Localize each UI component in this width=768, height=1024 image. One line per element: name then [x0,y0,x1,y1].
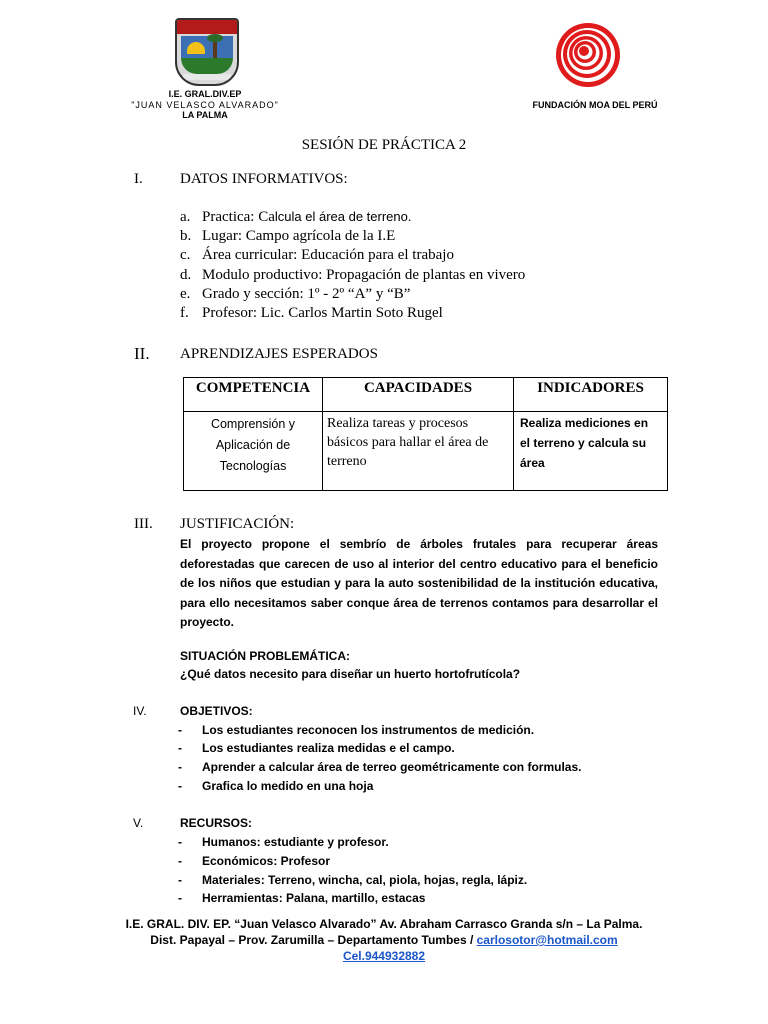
info-item: b. Lugar: Campo agrícola de la I.E [180,228,396,244]
resource-item: - Herramientas: Palana, martillo, estacas [178,891,426,905]
objective-item: - Aprender a calcular área de terreo geométricamente con formulas. [178,760,582,774]
table-header-capacidades: CAPACIDADES [323,378,514,412]
info-item: a. Practica: Calcula el área de terreno. [180,209,412,225]
section4-number: IV. [133,704,147,718]
moa-foundation-logo [555,22,621,88]
footer-phone [0,949,768,963]
phone-link[interactable]: Cel.944932882 [342,949,426,963]
school-name-line3: LA PALMA [182,110,228,120]
table-header-indicadores: INDICADORES [514,378,668,412]
page-title: SESIÓN DE PRÁCTICA 2 [301,137,467,153]
school-crest-logo [175,18,239,86]
school-header [100,89,310,121]
section5-heading: RECURSOS: [180,816,253,830]
table-row [184,412,668,491]
school-name-line2: "JUAN VELASCO ALVARADO" [131,99,279,110]
table-cell-competencia: Comprensión y Aplicación de Tecnologías [184,412,323,491]
objective-item: - Los estudiantes realiza medidas e el campo. [178,741,455,755]
problem-heading: SITUACIÓN PROBLEMÁTICA: [180,649,350,663]
resource-item: - Económicos: Profesor [178,854,331,868]
table-cell-capacidades: Realiza tareas y procesos básicos para hallar el área de terreno [323,412,514,491]
section2-number: II. [134,344,150,363]
justification-text: El proyecto propone el sembrío de árboles frutales para recuperar áreas deforestadas que carecen de uso al interior del centro educativo para el beneficio de los niños que estudian y para la auto sostenibilidad de la institución educativa, para ello necesitamos saber conque área de terrenos contamos para desarrollar el proyecto. [180,537,658,629]
objective-item: - Los estudiantes reconocen los instrumentos de medición. [178,723,535,737]
section3-number: III. [134,516,153,532]
table-header-competencia: COMPETENCIA [184,378,323,412]
learning-table [183,377,668,491]
problem-question: ¿Qué datos necesito para diseñar un huerto hortofrutícola? [180,667,521,681]
resource-item: - Humanos: estudiante y profesor. [178,835,389,849]
info-item: f. Profesor: Lic. Carlos Martin Soto Rugel [180,305,443,321]
section5-number: V. [133,816,144,830]
info-item: d. Modulo productivo: Propagación de plantas en vivero [180,267,526,283]
info-item: c. Área curricular: Educación para el trabajo [180,247,454,263]
section4-heading: OBJETIVOS: [180,704,253,718]
section2-heading: APRENDIZAJES ESPERADOS [180,346,378,362]
section1-number: I. [134,171,143,187]
school-name-line1: I.E. GRAL.DIV.EP [168,89,242,99]
section1-heading: DATOS INFORMATIVOS: [180,171,348,187]
resource-item: - Materiales: Terreno, wincha, cal, piola, hojas, regla, lápiz. [178,873,528,887]
info-item: e. Grado y sección: 1º - 2º “A” y “B” [180,286,411,302]
section3-heading: JUSTIFICACIÓN: [180,516,295,532]
foundation-name: FUNDACIÓN MOA DEL PERÚ [532,100,658,110]
objective-item: - Grafica lo medido en una hoja [178,779,374,793]
footer-address: I.E. GRAL. DIV. EP. “Juan Velasco Alvarado” Av. Abraham Carrasco Granda s/n – La Palma. [125,917,643,931]
footer-contact: Dist. Papayal – Prov. Zarumilla – Departamento Tumbes / carlosotor@hotmail.com [150,933,618,947]
table-cell-indicadores: Realiza mediciones en el terreno y calcula su área [514,412,668,491]
email-link[interactable]: carlosotor@hotmail.com [476,933,618,947]
